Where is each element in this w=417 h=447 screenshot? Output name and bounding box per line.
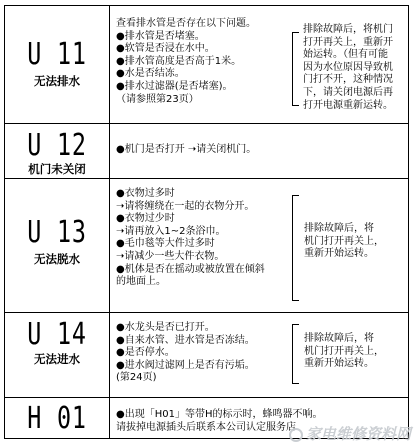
brace-bracket [292, 324, 299, 384]
spin-checklist [116, 188, 265, 289]
brace-bracket [292, 195, 299, 301]
list-item: ●软管是否浸在水中。 [116, 43, 215, 55]
list-item: ●衣物过少时 [116, 213, 175, 225]
list-item: ➝请将缠绕在一起的衣物分开。 [116, 200, 255, 212]
page-reference: (第24页) [116, 372, 157, 384]
error-label-fill: 无法进水 [34, 352, 80, 366]
page-reference: （请参照第23页） [116, 93, 199, 105]
list-item: ●水龙头是否已打开。 [116, 322, 215, 333]
row-divider [5, 178, 408, 179]
error-label-spin: 无法脱水 [34, 252, 80, 266]
column-divider [109, 6, 110, 438]
note-line: 下，请关闭电源后再 [303, 86, 393, 98]
fill-remedy-note [304, 333, 384, 371]
fill-checklist [116, 322, 255, 385]
note-line: 因为水位原因导致机 [303, 61, 393, 73]
error-code-u12: U 12 [27, 128, 87, 163]
note-line: 排除故障后，将 [304, 223, 374, 234]
error-code-u14: U 14 [27, 317, 87, 352]
list-item: ●水是否结冻。 [116, 68, 185, 80]
note-line: 重新开始运转。 [304, 248, 374, 260]
note-line: 打开再关上，重新开 [303, 36, 393, 48]
row-divider [5, 397, 408, 398]
list-item: ●出现「H01」等带H的标示时，蜂鸣器不响。 [116, 409, 323, 420]
note-line: 打开电源重新运转。 [303, 99, 393, 111]
watermark-logo-icon [289, 428, 303, 442]
list-item: 的地面上。 [116, 276, 166, 288]
note-line: 机门打开再关上， [304, 345, 384, 357]
watermark-text: 家电维修资料网 [305, 425, 411, 443]
list-item: ●毛巾毯等大件过多时 [116, 238, 215, 250]
error-label-door: 机门未关闭 [28, 162, 86, 176]
note-line: 门打不开，这种情况 [303, 74, 393, 86]
error-code-u13: U 13 [27, 215, 87, 250]
error-code-u11: U 11 [27, 37, 87, 72]
text-line: 查看排水管是否存在以下问题。 [116, 18, 256, 29]
list-item: ●排水管高度是否高于1米。 [116, 55, 242, 67]
list-item: ●排水管是否堵塞。 [116, 30, 205, 42]
note-line: 重新开始运转。 [304, 358, 374, 370]
list-item: ●进水阀过滤网上是否有污垢。 [116, 359, 255, 371]
list-item: ●机门是否打开 ➝请关闭机门。 [116, 144, 257, 155]
list-item: ●是否停水。 [116, 347, 175, 359]
drain-checklist [116, 18, 256, 106]
door-checklist [116, 144, 256, 157]
note-line: 排除故障后，将机门 [303, 24, 393, 35]
drain-remedy-note [303, 24, 393, 112]
row-divider [5, 123, 408, 124]
spin-remedy-note [304, 223, 384, 261]
note-line: 始运转。（但有可能 [303, 49, 388, 61]
watermark [289, 423, 411, 444]
list-item: ●排水过滤器(是否堵塞)。 [116, 80, 233, 92]
row-divider [5, 312, 408, 313]
list-item: 请拔掉电源插头后联系本公司认定服务店 [116, 421, 296, 433]
note-line: 机门打开再关上， [304, 235, 384, 247]
error-label-drain: 无法排水 [34, 74, 80, 88]
error-code-table [4, 5, 409, 439]
list-item: ●衣物过多时 [116, 188, 175, 199]
list-item: ●机体是否在摇动或被放置在倾斜 [116, 263, 265, 275]
list-item: ➝请减少一些大件衣物。 [116, 250, 225, 262]
brace-bracket [292, 32, 299, 106]
list-item: ➝请再放入1~2条浴巾。 [116, 225, 226, 237]
note-line: 排除故障后，将 [304, 333, 374, 344]
list-item: ●自来水管、进水管是否冻结。 [116, 334, 255, 346]
error-code-h01: H 01 [27, 401, 87, 436]
